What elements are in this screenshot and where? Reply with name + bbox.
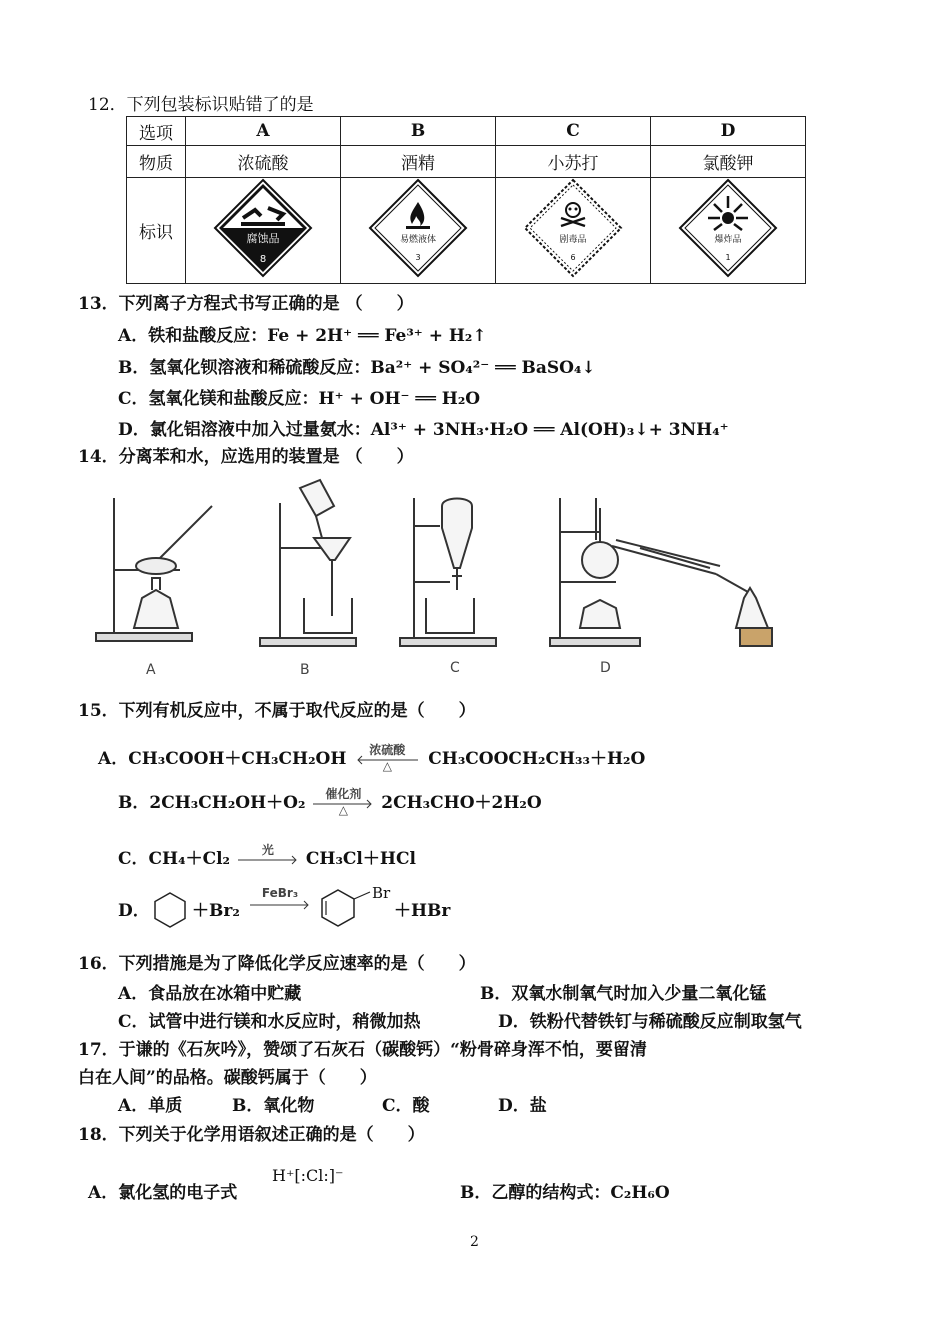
table-row-substance-label: 物质 (127, 146, 186, 178)
page-number: 2 (470, 1234, 479, 1250)
sign-cell-b (341, 178, 496, 284)
q13-stem: 13．下列离子方程式书写正确的是 （ ） (78, 294, 414, 314)
substance-d: 氯酸钾 (651, 146, 806, 178)
q15-d-right: ＋HBr (394, 901, 451, 921)
q15-d-br: Br (372, 884, 391, 902)
apparatus-label-b: B (300, 662, 310, 678)
sign-cell-a (186, 178, 341, 284)
q16-option-c: C．试管中进行镁和水反应时，稍微加热 (118, 1012, 421, 1032)
reaction-arrow (248, 886, 312, 918)
apparatus-label-a: A (146, 662, 156, 678)
substance-c: 小苏打 (496, 146, 651, 178)
substance-a: 浓硫酸 (186, 146, 341, 178)
q15-b-right: 2CH₃CHO＋2H₂O (381, 793, 542, 813)
sign-d-num: 1 (725, 253, 731, 262)
q15-a-cond: 浓硫酸 (369, 742, 406, 757)
q18-option-b: B．乙醇的结构式：C₂H₆O (460, 1183, 670, 1203)
apparatus-figure (80, 478, 800, 678)
table-header-b: B (341, 117, 496, 146)
q18-option-a-formula: H⁺[:Cl:]⁻ (272, 1166, 344, 1185)
table-row-sign-label: 标识 (127, 178, 186, 284)
q13-option-c: C．氢氧化镁和盐酸反应：H⁺ + OH⁻ ══ H₂O (118, 389, 481, 409)
q15-option-a (98, 744, 645, 773)
q15-c-left: C．CH₄＋Cl₂ (118, 849, 231, 869)
reaction-arrow (236, 842, 300, 873)
q17-option-a: A．单质 (118, 1096, 183, 1116)
q14-stem: 14．分离苯和水，应选用的装置是 （ ） (78, 447, 414, 467)
q12-table (126, 116, 806, 284)
q15-option-c (118, 844, 416, 873)
q16-option-a: A．食品放在冰箱中贮藏 (118, 984, 302, 1004)
q16-stem: 16．下列措施是为了降低化学反应速率的是（ ） (78, 954, 476, 974)
q15-c-right: CH₃Cl＋HCl (305, 849, 416, 869)
sign-cell-c (496, 178, 651, 284)
q12-stem: 12．下列包装标识贴错了的是 (88, 95, 314, 115)
q15-d-cond: FeBr₃ (261, 886, 299, 900)
q17-option-d: D．盐 (498, 1096, 547, 1116)
q16-option-d: D．铁粉代替铁钉与稀硫酸反应制取氢气 (498, 1012, 802, 1032)
sign-b-text: 易燃液体 (399, 235, 437, 245)
reversible-arrow: 浓硫酸 △ (352, 747, 422, 773)
sign-cell-d (651, 178, 806, 284)
q18-option-a-text: A．氯化氢的电子式 (88, 1183, 238, 1203)
sign-b-num: 3 (415, 253, 421, 262)
q15-d-label: D． (118, 901, 150, 921)
q17-option-b: B．氧化物 (232, 1096, 315, 1116)
q17-option-c: C．酸 (382, 1096, 430, 1116)
sign-a-text: 腐蚀品 (246, 232, 280, 245)
table-header-c: C (496, 117, 651, 146)
substance-b: 酒精 (341, 146, 496, 178)
sign-a-num: 8 (259, 254, 267, 265)
q15-b-left: B．2CH₃CH₂OH＋O₂ (118, 793, 306, 813)
sign-d-text: 爆炸品 (714, 235, 742, 245)
explosive-sign-icon (678, 178, 778, 278)
sign-c-num: 6 (570, 253, 576, 262)
table-header-a: A (186, 117, 341, 146)
apparatus-label-c: C (450, 660, 460, 676)
reaction-arrow: 催化剂 △ (311, 791, 375, 817)
table-header-d: D (651, 117, 806, 146)
q15-stem: 15．下列有机反应中，不属于取代反应的是（ ） (78, 701, 476, 721)
q15-c-cond: 光 (261, 842, 274, 857)
toxic-sign-icon (523, 178, 623, 278)
flammable-sign-icon (368, 178, 468, 278)
q15-b-cond: 催化剂 (325, 786, 362, 801)
q17-stem-line2: 白在人间”的品格。碳酸钙属于（ ） (78, 1068, 377, 1088)
benzene-ring-icon (150, 890, 190, 930)
q13-option-b: B．氢氧化钡溶液和稀硫酸反应：Ba²⁺ + SO₄²⁻ ══ BaSO₄↓ (118, 358, 596, 378)
q13-option-d: D．氯化铝溶液中加入过量氨水：Al³⁺ + 3NH₃·H₂O ══ Al(OH)₃↓+ 3NH₄⁺ (118, 420, 729, 440)
table-header-option: 选项 (127, 117, 186, 146)
q18-stem: 18．下列关于化学用语叙述正确的是（ ） (78, 1125, 425, 1145)
q13-option-a: A．铁和盐酸反应：Fe + 2H⁺ ══ Fe³⁺ + H₂↑ (118, 326, 487, 346)
sign-c-text: 剧毒品 (559, 235, 587, 245)
q15-option-b (118, 788, 542, 817)
corrosive-sign-icon (213, 178, 313, 278)
q15-a-left: A．CH₃COOH＋CH₃CH₂OH (98, 749, 347, 769)
apparatus-label-d: D (600, 660, 611, 676)
q15-d-mid: ＋Br₂ (192, 901, 240, 921)
q17-stem-line1: 17．于谦的《石灰吟》，赞颂了石灰石（碳酸钙）“粉骨碎身浑不怕，要留清 (78, 1040, 647, 1060)
q15-a-right: CH₃COOCH₂CH₃₃＋H₂O (428, 749, 646, 769)
q16-option-b: B．双氧水制氧气时加入少量二氧化锰 (480, 984, 767, 1004)
